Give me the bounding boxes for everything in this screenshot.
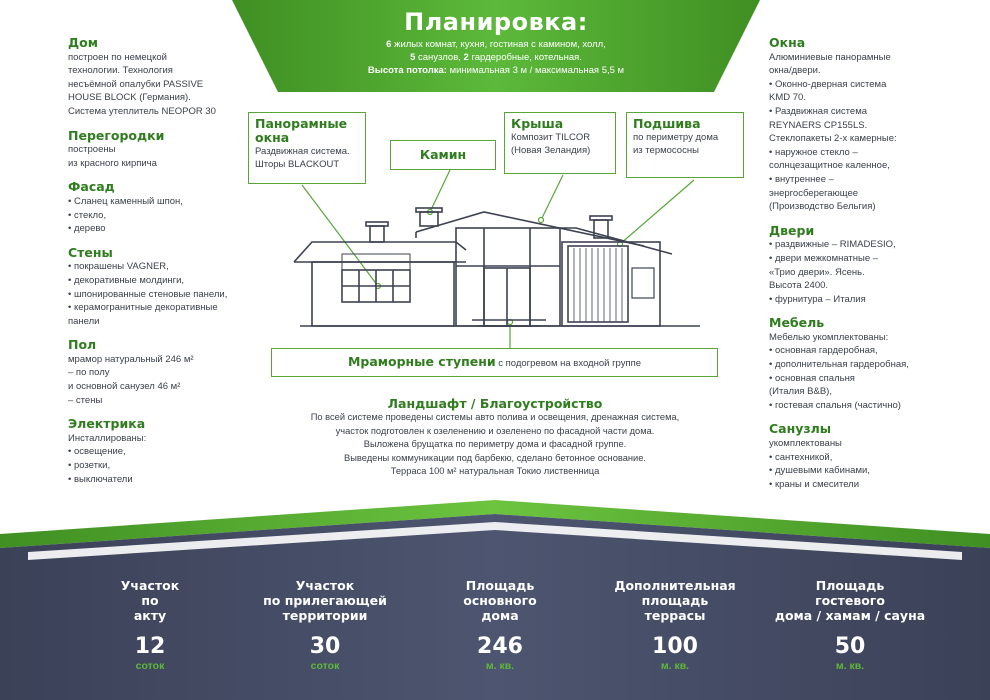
leader-soffit	[620, 180, 694, 244]
section-heading: Перегородки	[68, 127, 165, 143]
section-line: • наружное стекло –	[769, 146, 929, 160]
callout-roof-title: Крыша	[511, 116, 564, 131]
stats-row	[70, 578, 930, 672]
section-line: энергосберегающее	[769, 187, 859, 199]
section-line: • керамогранитные декоративные	[68, 301, 238, 315]
leader-windows	[302, 185, 378, 286]
marble-steps-box	[271, 348, 718, 377]
section-line: из красного кирпича	[68, 157, 157, 169]
section-line: • Раздвижная система	[769, 105, 929, 119]
section-line: • Оконно-дверная система	[769, 78, 929, 92]
stat-label: Площадь основного дома	[463, 578, 537, 623]
house-outline	[294, 208, 700, 326]
section-line: (Производство Бельгия)	[769, 201, 876, 213]
section-heading: Двери	[769, 222, 815, 238]
section-line: • душевыми кабинами,	[769, 464, 929, 478]
callout-windows	[248, 112, 366, 184]
section-line: Мебелью укомплектованы:	[769, 331, 889, 343]
title-segment: гардеробные, котельная.	[468, 52, 582, 63]
section-line: несъёмной опалубки PASSIVE	[68, 78, 204, 90]
marble-steps-text: с подогревом на входной группе	[495, 358, 642, 369]
stat-adjacent-plot	[245, 578, 405, 672]
stat-unit: м. кв.	[660, 660, 690, 672]
section-line: • Сланец каменный шпон,	[68, 195, 238, 209]
stat-guest-house-area	[770, 578, 930, 672]
section-line: окна/двери.	[769, 65, 821, 77]
stat-label: Участок по прилегающей территории	[263, 578, 387, 623]
callout-roof-line-1: Композит TILCOR	[511, 132, 591, 143]
callout-roof-line-2: (Новая Зеландия)	[511, 145, 591, 156]
stat-unit: м. кв.	[485, 660, 515, 672]
section-line: построен по немецкой	[68, 51, 167, 63]
callout-soffit-line-1: по периметру дома	[633, 132, 719, 143]
stat-value: 100	[652, 634, 698, 659]
section-line: – по полу	[68, 367, 110, 379]
stat-label: Площадь гостевого дома / хамам / сауна	[774, 578, 926, 623]
callout-windows-line-1: Раздвижная система.	[255, 146, 350, 157]
section-line: солнцезащитное каленное,	[769, 160, 890, 172]
section-line: • шпонированные стеновые панели,	[68, 288, 238, 302]
leader-dots	[376, 210, 623, 325]
section-line: • раздвижные – RIMADESIO,	[769, 238, 929, 252]
section-line: • выключатели	[68, 473, 238, 487]
section-line: Инсталлированы:	[68, 432, 147, 444]
section-line: KMD 70.	[769, 92, 806, 104]
leader-fireplace	[430, 170, 450, 212]
section-line: • декоративные молдинги,	[68, 274, 238, 288]
section-heading: Мебель	[769, 315, 825, 331]
section-line: Высота 2400.	[769, 280, 829, 292]
section-line: • двери межкомнатные –	[769, 252, 929, 266]
section-line: • фурнитура – Италия	[769, 293, 929, 307]
stat-unit: м. кв.	[835, 660, 865, 672]
title-segment: 6	[386, 39, 392, 50]
section-line: – стены	[68, 394, 103, 406]
callout-windows-title-1: Панорамные	[255, 116, 348, 131]
section-line: укомплектованы	[769, 438, 842, 450]
section-heading: Фасад	[68, 179, 115, 195]
section-line: • гостевая спальня (частично)	[769, 399, 929, 413]
section-line: построены	[68, 144, 116, 156]
section-heading: Электрика	[68, 416, 146, 432]
section-line: мрамор натуральный 246 м²	[68, 353, 194, 365]
section-line: • основная гардеробная,	[769, 344, 929, 358]
callout-fireplace-title: Камин	[419, 147, 467, 162]
stat-terrace-area	[595, 578, 755, 672]
section-line: REYNAERS CP155LS.	[769, 119, 868, 131]
landscape-line: Выложена брущатка по периметру дома и фасадной группе.	[363, 439, 627, 450]
section-line: (Италия B&B),	[769, 386, 832, 398]
section-heading: Дом	[68, 35, 98, 50]
section-line: • краны и смесители	[769, 478, 929, 492]
section-line: панели	[68, 315, 100, 327]
stat-value: 50	[834, 634, 866, 659]
stat-unit: соток	[310, 660, 340, 672]
section-line: • розетки,	[68, 459, 238, 473]
section-line: технологии. Технология	[68, 65, 173, 77]
section-line: • внутреннее –	[769, 173, 929, 187]
section-line: • покрашены VAGNER,	[68, 260, 238, 274]
stat-label: Участок по акту	[120, 578, 180, 623]
title-segment: Высота потолка:	[367, 65, 447, 76]
landscape-line: участок подготовлен к озеленению и озеленено по фасадной части дома.	[335, 425, 655, 436]
landscape-section	[270, 397, 720, 478]
callout-windows-line-2: Шторы BLACKOUT	[255, 159, 340, 170]
landscape-line: По всей системе проведены системы авто полива и освещения, дренажная система,	[310, 412, 680, 423]
section-line: • дерево	[68, 222, 238, 236]
landscape-heading: Ландшафт / Благоустройство	[387, 396, 603, 411]
leader-roof	[541, 175, 563, 220]
landscape-line: Терраса 100 м² натуральная Токио лиственница	[390, 466, 600, 477]
callout-soffit	[626, 112, 744, 178]
title-segment: жилых комнат, кухня, гостиная с камином, холл,	[391, 39, 606, 50]
section-line: • основная спальня	[769, 372, 929, 386]
section-line: • сантехникой,	[769, 451, 929, 465]
stat-unit: соток	[135, 660, 165, 672]
callout-soffit-title: Подшива	[633, 116, 701, 131]
title-segment: 2	[463, 52, 469, 63]
section-line: Система утеплитель NEOPOR 30	[68, 105, 216, 117]
section-line: «Трио двери». Ясень.	[769, 266, 865, 278]
landscape-line: Выведены коммуникации под барбекю, сделано бетонное основание.	[344, 452, 646, 463]
stat-value: 12	[134, 634, 166, 659]
stat-value: 246	[477, 634, 523, 659]
section-heading: Окна	[769, 35, 806, 50]
callout-roof	[504, 112, 616, 174]
section-heading: Стены	[68, 244, 113, 260]
section-heading: Санузлы	[769, 421, 832, 437]
section-line: HOUSE BLOCK (Германия).	[68, 92, 191, 104]
stat-label: Дополнительная площадь террасы	[614, 578, 736, 623]
callout-soffit-line-2: из термососны	[633, 145, 699, 156]
garage-slats	[574, 248, 622, 322]
stat-main-house-area	[420, 578, 580, 672]
stat-plot-by-act	[70, 578, 230, 672]
title-segment: санузлов,	[415, 52, 464, 63]
section-line: • освещение,	[68, 445, 238, 459]
callout-fireplace	[390, 140, 496, 170]
page-title: Планировка:	[404, 8, 588, 36]
section-line: • стекло,	[68, 209, 238, 223]
section-line: и основной санузел 46 м²	[68, 381, 181, 393]
stat-value: 30	[309, 634, 341, 659]
callout-leader-lines	[302, 170, 694, 348]
title-segment: минимальная 3 м / максимальная 5,5 м	[446, 65, 625, 76]
marble-steps-title: Мраморные ступени	[347, 354, 496, 369]
section-line: • дополнительная гардеробная,	[769, 358, 929, 372]
section-line: Алюминиевые панорамные	[769, 51, 891, 63]
title-segment: 5	[410, 52, 416, 63]
section-heading: Пол	[68, 337, 97, 353]
section-line: Стеклопакеты 2-х камерные:	[769, 133, 897, 145]
callout-windows-title-2: окна	[255, 130, 290, 145]
